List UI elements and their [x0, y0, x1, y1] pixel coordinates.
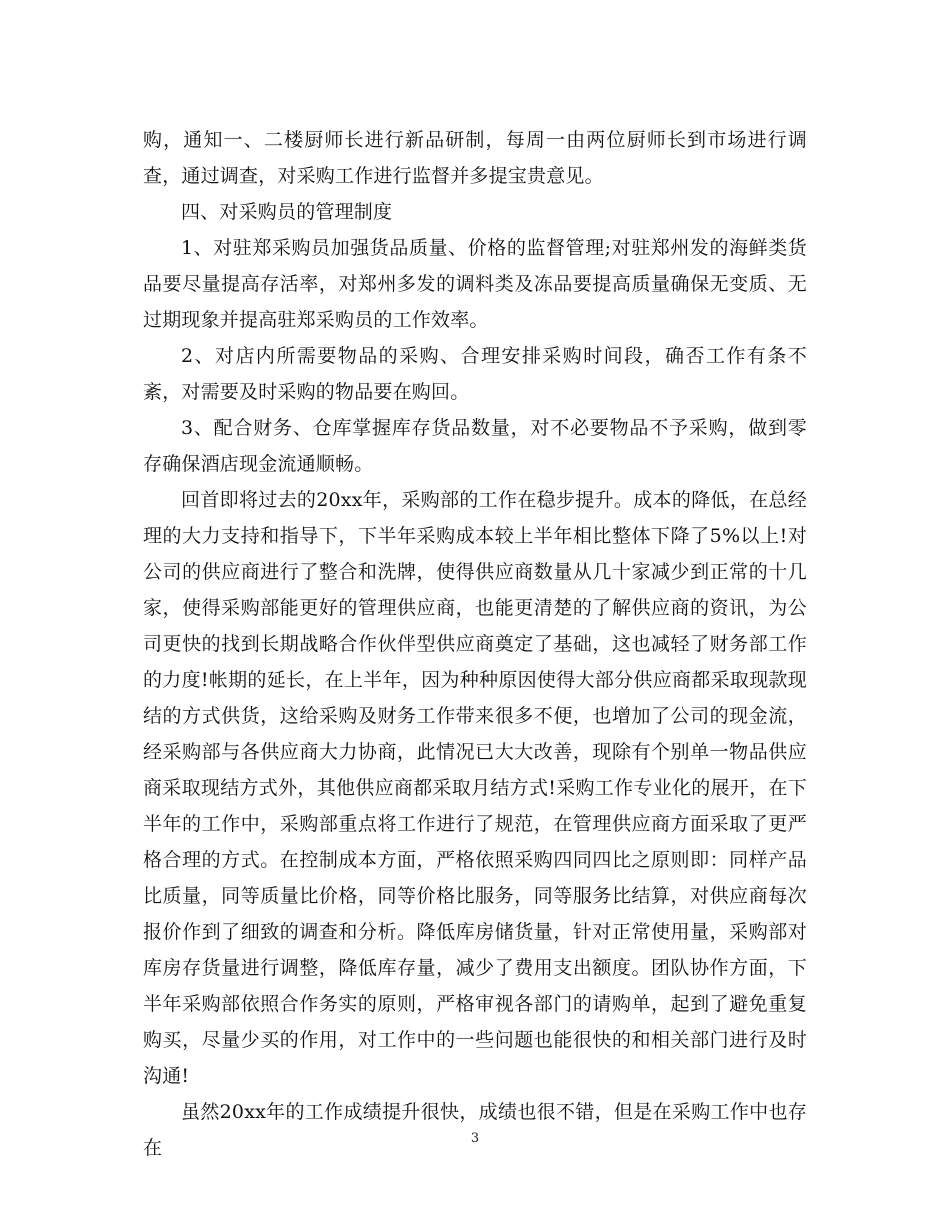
paragraph-continuation: 购，通知一、二楼厨师长进行新品研制，每周一由两位厨师长到市场进行调查，通过调查，对采购工作进行监督并多提宝贵意见。 — [143, 129, 807, 187]
paragraph-item-2: 2、对店内所需要物品的采购、合理安排采购时间段，确否工作有条不紊，对需要及时采购的物品要在购回。 — [143, 345, 807, 403]
section-heading-purchaser-management: 四、对采购员的管理制度 — [181, 201, 393, 223]
body-text — [143, 122, 807, 1166]
paragraph-closing: 虽然20xx年的工作成绩提升很快，成绩也很不错，但是在采购工作中也存在 — [143, 1101, 807, 1159]
page-number: 3 — [470, 1131, 480, 1146]
paragraph-review: 回首即将过去的20xx年，采购部的工作在稳步提升。成本的降低，在总经理的大力支持和指导下，下半年采购成本较上半年相比整体下降了5%以上!对公司的供应商进行了整合和洗牌，使得供应商数量从几十家减少到正常的十几家，使得采购部能更好的管理供应商，也能更清楚的了解供应商的资讯，为公司更快的找到长期战略合作伙伴型供应商奠定了基础，这也减轻了财务部工作的力度!帐期的延长，在上半年，因为种种原因使得大部分供应商都采取现款现结的方式供货，这给采购及财务工作带来很多不便，也增加了公司的现金流，经采购部与各供应商大力协商，此情况已大大改善，现除有个别单一物品供应商采取现结方式外，其他供应商都采取月结方式!采购工作专业化的展开，在下半年的工作中，采购部重点将工作进行了规范，在管理供应商方面采取了更严格合理的方式。在控制成本方面，严格依照采购四同四比之原则即：同样产品比质量，同等质量比价格，同等价格比服务，同等服务比结算，对供应商每次报价作到了细致的调查和分析。降低库房储货量，针对正常使用量，采购部对库房存货量进行调整，降低库存量，减少了费用支出额度。团队协作方面，下半年采购部依照合作务实的原则，严格审视各部门的请购单，起到了避免重复购买，尽量少买的作用，对工作中的一些问题也能很快的和相关部门进行及时沟通! — [143, 489, 807, 1087]
paragraph-item-1: 1、对驻郑采购员加强货品质量、价格的监督管理;对驻郑州发的海鲜类货品要尽量提高存活率，对郑州多发的调料类及冻品要提高质量确保无变质、无过期现象并提高驻郑采购员的工作效率。 — [143, 237, 807, 331]
paragraph-item-3: 3、配合财务、仓库掌握库存货品数量，对不必要物品不予采购，做到零存确保酒店现金流通顺畅。 — [143, 417, 807, 475]
